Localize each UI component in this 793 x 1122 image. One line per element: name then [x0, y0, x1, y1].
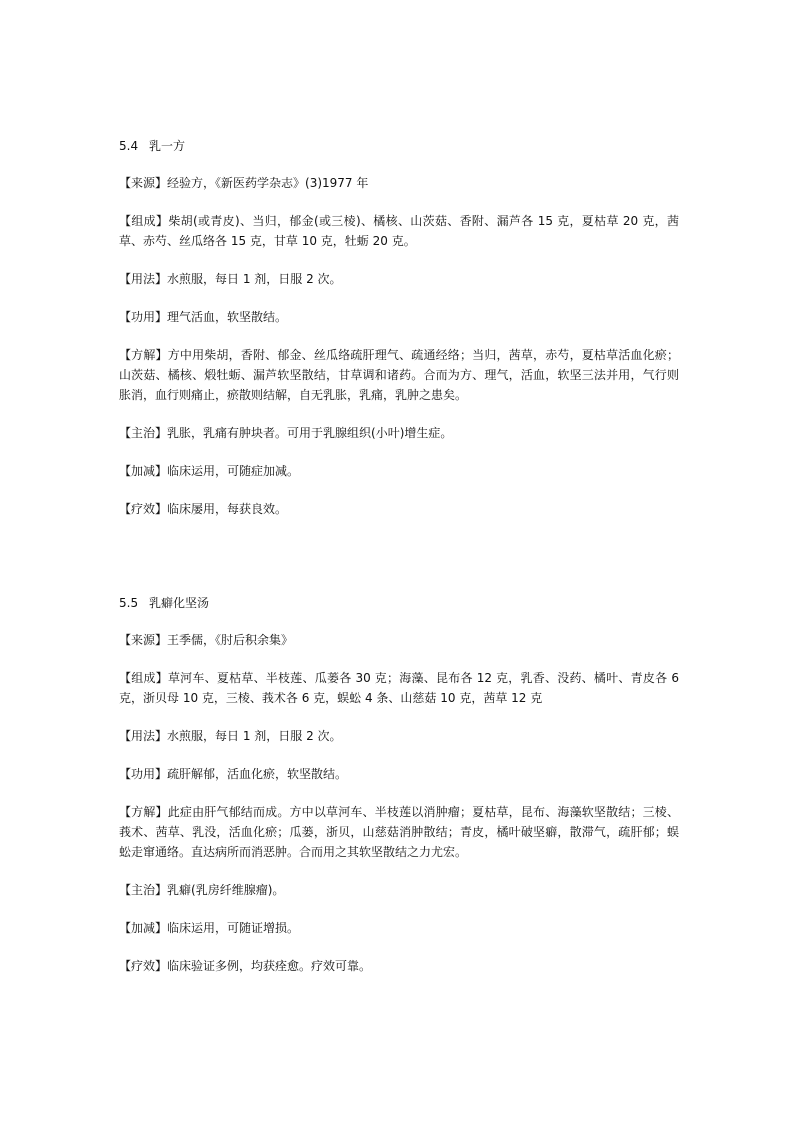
- modification-paragraph: [119, 918, 679, 938]
- indication-paragraph: [119, 880, 679, 900]
- modification-text: 临床运用，可随症加减。: [167, 464, 300, 478]
- section-heading: [119, 137, 679, 155]
- section-5-5: [119, 594, 679, 994]
- modification-text: 临床运用，可随证增损。: [167, 921, 300, 935]
- usage-text: 水煎服，每日 1 剂，日服 2 次。: [167, 272, 342, 286]
- usage-label: 【用法】: [119, 272, 168, 286]
- modification-paragraph: [119, 461, 679, 481]
- modification-label: 【加减】: [119, 464, 168, 478]
- usage-paragraph: [119, 269, 679, 289]
- usage-paragraph: [119, 726, 679, 746]
- efficacy-label: 【疗效】: [119, 959, 168, 973]
- function-paragraph: [119, 764, 679, 784]
- indication-text: 乳胀，乳痛有肿块者。可用于乳腺组织(小叶)增生症。: [167, 426, 453, 440]
- section-number: 5.4: [119, 139, 139, 153]
- composition-label: 【组成】: [119, 214, 169, 228]
- function-text: 疏肝解郁，活血化瘀，软坚散结。: [167, 767, 348, 781]
- section-5-4: [119, 137, 679, 537]
- indication-label: 【主治】: [119, 883, 168, 897]
- composition-label: 【组成】: [119, 671, 168, 685]
- function-label: 【功用】: [119, 767, 168, 781]
- explanation-text: 此症由肝气郁结而成。方中以草河车、半枝莲以消肿瘤；夏枯草，昆布、海藻软坚散结；三棱、莪术、茜草、乳没，活血化瘀；瓜蒌，浙贝，山慈菇消肿散结；青皮，橘叶破坚癖，散滞气，疏肝郁；蜈蚣走窜通络。直达病所而消恶肿。合而用之其软坚散结之力尤宏。: [119, 805, 679, 859]
- section-number: 5.5: [119, 596, 139, 610]
- efficacy-paragraph: [119, 499, 679, 519]
- usage-text: 水煎服，每日 1 剂，日服 2 次。: [167, 729, 342, 743]
- section-title: 乳一方: [149, 139, 186, 153]
- source-text: 王季儒，《肘后积余集》: [167, 633, 294, 647]
- explanation-label: 【方解】: [119, 805, 168, 819]
- composition-paragraph: [119, 211, 679, 251]
- composition-text: 柴胡(或青皮)、当归，郁金(或三棱)、橘核、山茨菇、香附、漏芦各 15 克，夏枯草 20 克，茜草、赤芍、丝瓜络各 15 克，甘草 10 克，牡蛎 20 克。: [119, 214, 679, 248]
- function-text: 理气活血，软坚散结。: [167, 310, 288, 324]
- indication-paragraph: [119, 423, 679, 443]
- indication-label: 【主治】: [119, 426, 168, 440]
- explanation-text: 方中用柴胡，香附、郁金、丝瓜络疏肝理气、疏通经络；当归，茜草，赤芍，夏枯草活血化瘀；山茨菇、橘核、煅牡蛎、漏芦软坚散结，甘草调和诸药。合而为方、理气，活血，软坚三法并用，气行则胀消，血行则痛止，瘀散则结解，自无乳胀，乳痛，乳肿之患矣。: [119, 348, 679, 402]
- source-paragraph: [119, 173, 679, 193]
- explanation-paragraph: [119, 345, 679, 405]
- usage-label: 【用法】: [119, 729, 168, 743]
- explanation-paragraph: [119, 802, 679, 862]
- composition-text: 草河车、夏枯草、半枝莲、瓜蒌各 30 克；海藻、昆布各 12 克，乳香、没药、橘叶、青皮各 6 克，浙贝母 10 克，三棱、莪术各 6 克，蜈蚣 4 条、山慈菇 10 克，茜草 12 克: [119, 671, 679, 705]
- efficacy-paragraph: [119, 956, 679, 976]
- efficacy-label: 【疗效】: [119, 502, 168, 516]
- efficacy-text: 临床验证多例，均获痊愈。疗效可靠。: [167, 959, 372, 973]
- source-label: 【来源】: [119, 176, 168, 190]
- source-label: 【来源】: [119, 633, 168, 647]
- section-heading: [119, 594, 679, 612]
- explanation-label: 【方解】: [119, 348, 168, 362]
- composition-paragraph: [119, 668, 679, 708]
- function-paragraph: [119, 307, 679, 327]
- modification-label: 【加减】: [119, 921, 168, 935]
- efficacy-text: 临床屡用，每获良效。: [167, 502, 288, 516]
- indication-text: 乳癖(乳房纤维腺瘤)。: [167, 883, 285, 897]
- source-text: 经验方，《新医药学杂志》(3)1977 年: [167, 176, 369, 190]
- function-label: 【功用】: [119, 310, 168, 324]
- section-title: 乳癖化坚汤: [149, 596, 210, 610]
- source-paragraph: [119, 630, 679, 650]
